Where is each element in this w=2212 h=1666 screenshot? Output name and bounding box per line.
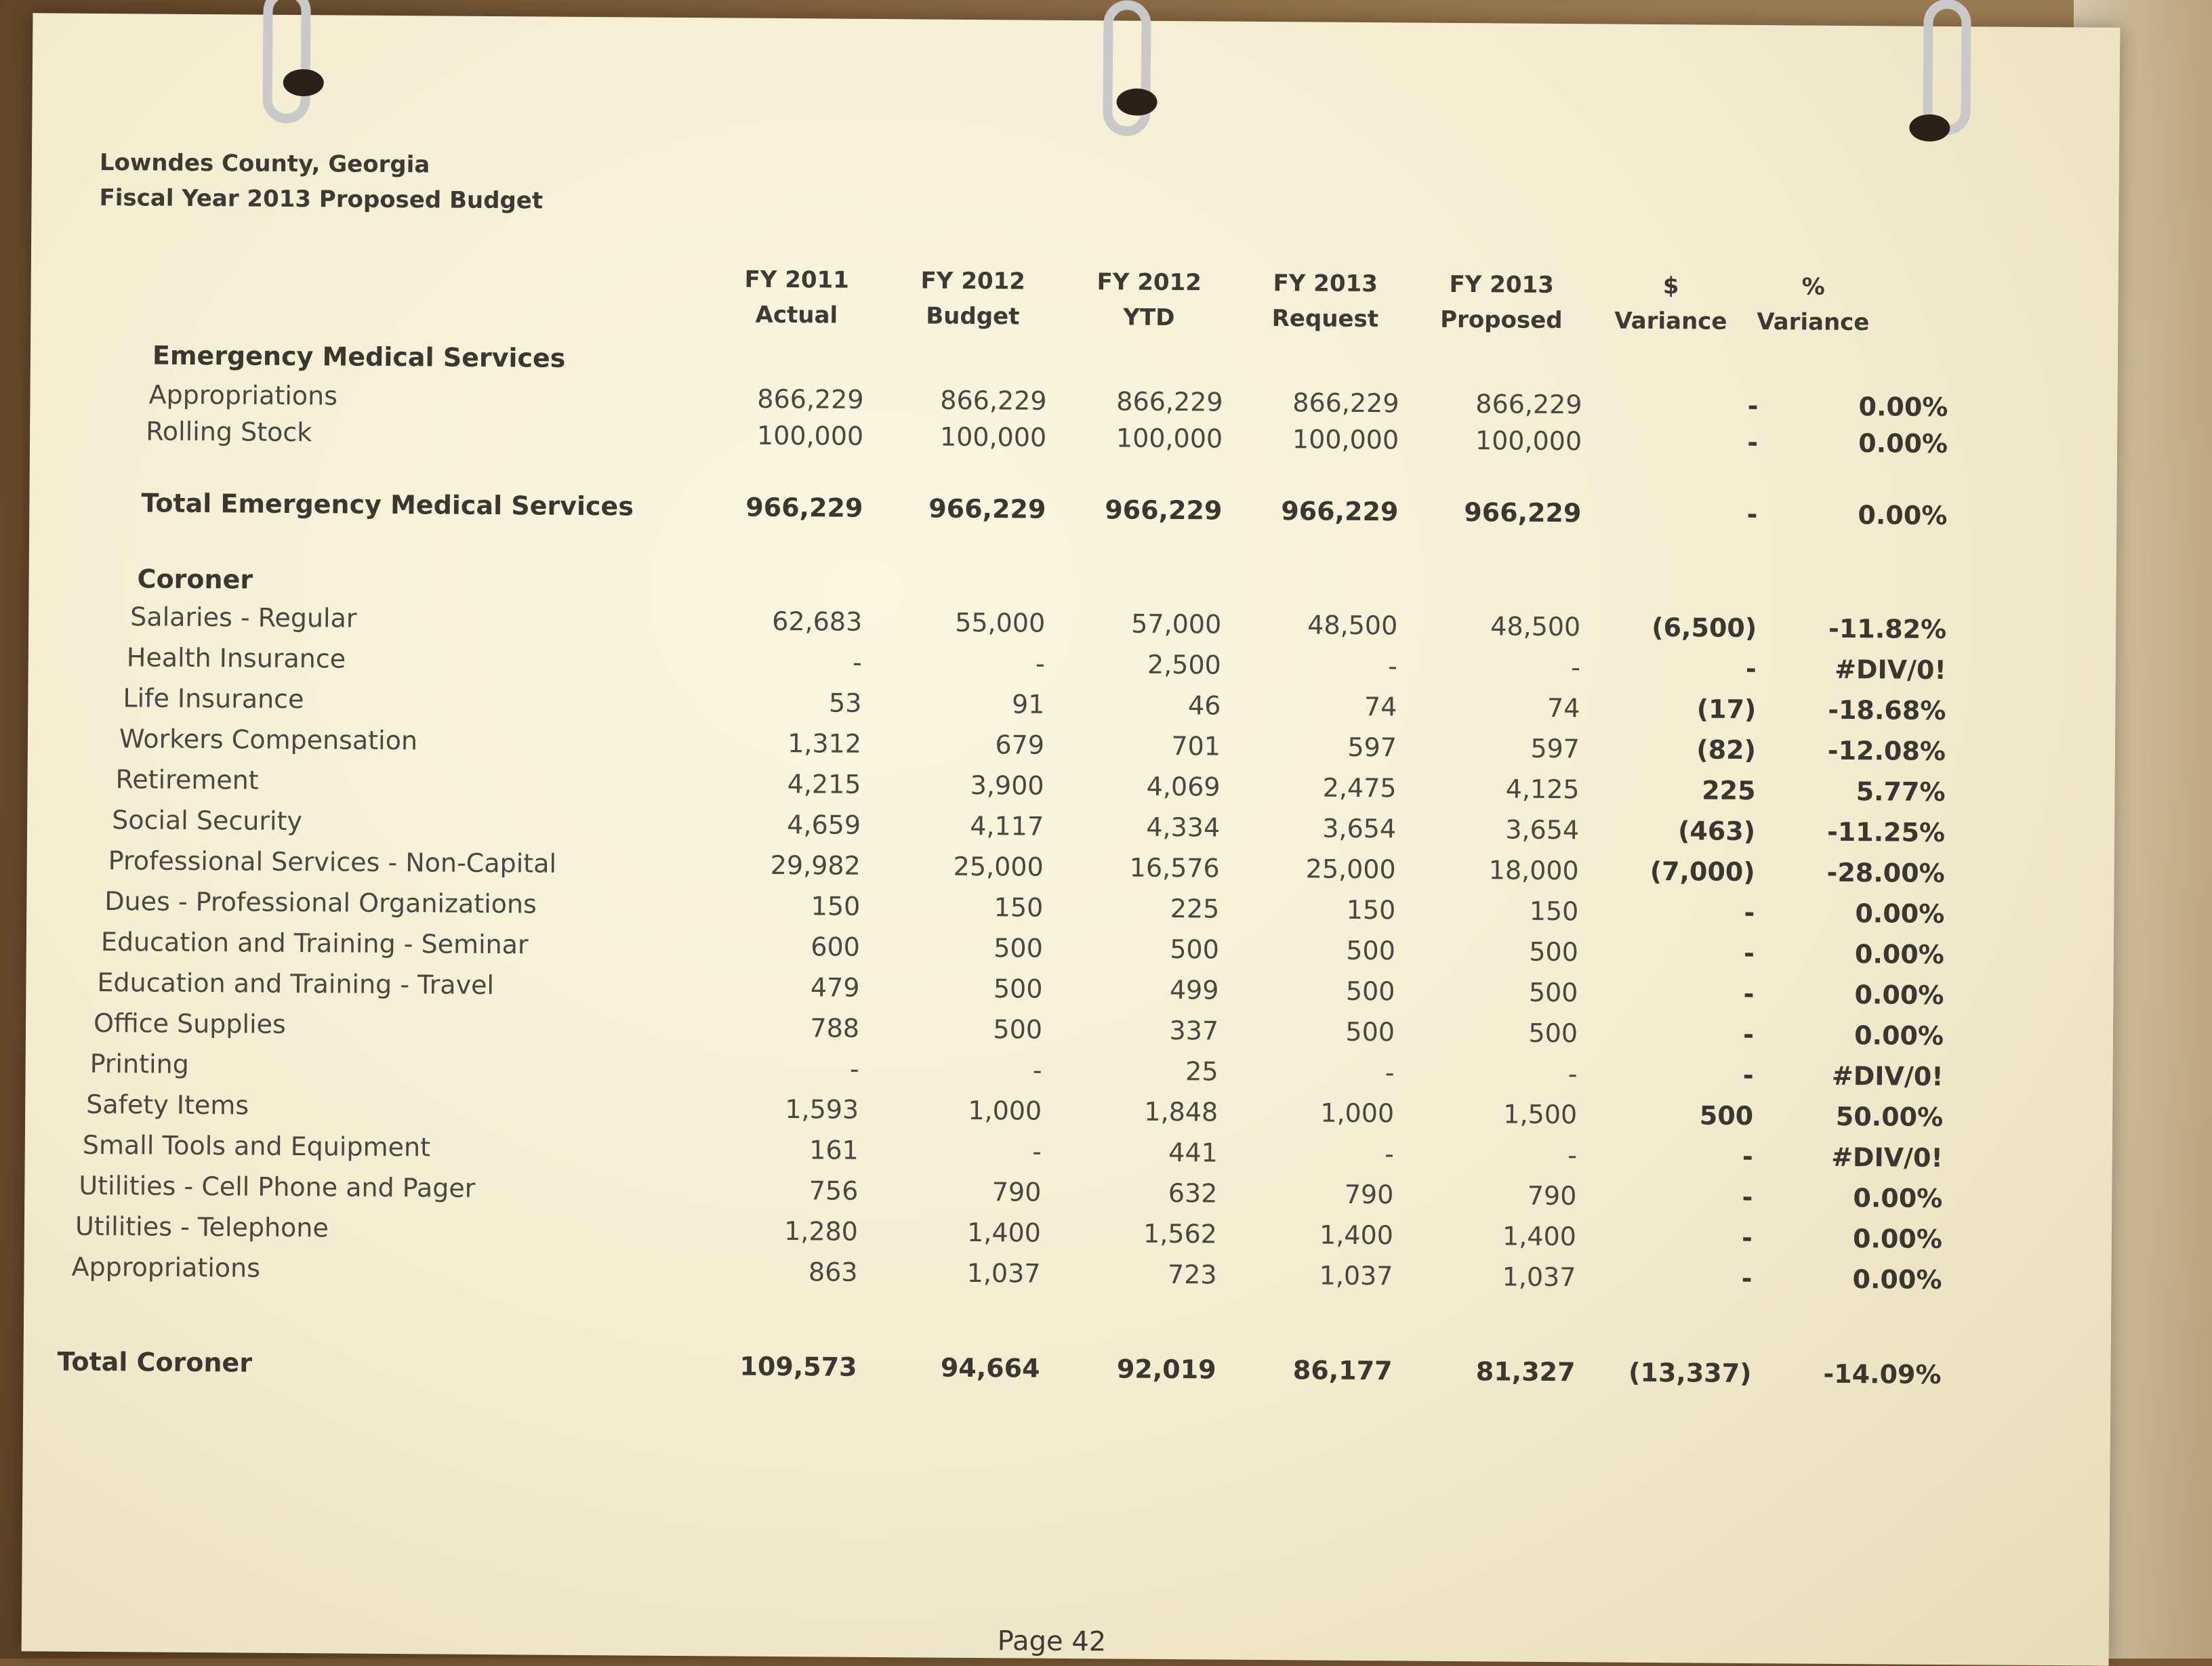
- row-value: 337: [1169, 1016, 1219, 1046]
- row-value: 1,000: [968, 1095, 1042, 1126]
- row-value: -14.09%: [1823, 1358, 1942, 1390]
- row-value: 29,982: [770, 850, 861, 881]
- row-value: 500: [1528, 1018, 1578, 1049]
- row-value: 1,848: [1144, 1096, 1218, 1127]
- row-value: 0.00%: [1854, 980, 1944, 1010]
- row-value: 1,593: [785, 1094, 859, 1125]
- row-value: 86,177: [1292, 1355, 1393, 1386]
- row-value: -11.82%: [1828, 613, 1947, 645]
- row-value: 3,900: [970, 770, 1044, 801]
- row-value: 100,000: [756, 420, 864, 451]
- row-label: Social Security: [112, 805, 303, 837]
- row-value: 0.00%: [1858, 428, 1948, 459]
- row-value: 1,037: [1502, 1262, 1576, 1293]
- row-value: 1,400: [966, 1217, 1042, 1248]
- row-value: 500: [1170, 934, 1220, 965]
- row-value: 5.77%: [1856, 776, 1946, 808]
- row-label: Office Supplies: [93, 1007, 286, 1039]
- row-value: 500: [1528, 977, 1578, 1008]
- row-value: 74: [1364, 692, 1397, 722]
- row-value: 100,000: [939, 421, 1047, 453]
- column-header-line2: YTD: [1123, 304, 1175, 332]
- total-row: [29, 487, 2116, 540]
- row-value: 74: [1547, 692, 1580, 724]
- row-value: 863: [808, 1257, 858, 1287]
- column-header: [1420, 267, 1583, 339]
- row-value: 500: [1699, 1100, 1754, 1131]
- row-value: -: [849, 1054, 859, 1084]
- binder-ring: [1103, 0, 1151, 136]
- column-header-line2: Request: [1271, 305, 1379, 333]
- row-value: 1,500: [1503, 1099, 1578, 1130]
- row-label: Printing: [89, 1048, 189, 1079]
- row-value: 0.00%: [1852, 1264, 1942, 1295]
- row-value: 48,500: [1307, 610, 1398, 641]
- row-value: -: [1385, 1058, 1395, 1088]
- row-value: -: [1747, 427, 1759, 458]
- row-value: 81,327: [1475, 1356, 1576, 1388]
- row-value: 1,280: [784, 1216, 859, 1247]
- row-value: 479: [810, 972, 860, 1003]
- row-value: -: [1747, 390, 1759, 421]
- row-value: 100,000: [1115, 423, 1223, 454]
- column-header: [1589, 268, 1753, 339]
- row-value: 597: [1347, 732, 1397, 763]
- row-value: -: [1035, 648, 1045, 679]
- column-header: [1067, 264, 1231, 336]
- row-value: (6,500): [1652, 612, 1757, 644]
- row-value: 100,000: [1475, 425, 1582, 457]
- row-value: 866,229: [757, 383, 864, 415]
- row-label: Utilities - Telephone: [75, 1211, 329, 1243]
- row-value: 866,229: [1292, 388, 1399, 419]
- row-value: (463): [1677, 816, 1756, 847]
- row-value: 723: [1167, 1259, 1217, 1290]
- row-value: -: [1743, 938, 1755, 969]
- row-value: 1,312: [787, 728, 862, 759]
- row-value: -: [1745, 653, 1757, 684]
- row-value: (82): [1696, 734, 1757, 766]
- row-value: -: [852, 647, 862, 678]
- row-value: 500: [1346, 935, 1396, 966]
- row-value: 756: [808, 1175, 859, 1206]
- row-value: 4,334: [1146, 812, 1221, 843]
- row-value: 150: [811, 891, 861, 921]
- row-value: -: [1744, 897, 1755, 928]
- row-value: -: [1567, 1140, 1577, 1171]
- section-heading: Emergency Medical Services: [152, 340, 566, 373]
- row-value: -: [1570, 652, 1580, 683]
- org-title: Lowndes County, Georgia: [99, 148, 430, 179]
- row-value: 225: [1170, 894, 1220, 924]
- row-value: 679: [995, 730, 1045, 760]
- row-value: 25,000: [1305, 854, 1396, 885]
- row-value: 0.00%: [1852, 1224, 1943, 1254]
- row-value: 790: [1527, 1180, 1577, 1211]
- row-label: Appropriations: [71, 1251, 261, 1283]
- row-value: -: [1387, 651, 1397, 682]
- page-number: Page 42: [997, 1625, 1107, 1658]
- row-label: Salaries - Regular: [130, 602, 357, 633]
- row-label: Retirement: [115, 764, 259, 795]
- row-value: 57,000: [1131, 608, 1222, 640]
- total-row: [23, 1346, 2110, 1399]
- punch-hole: [1909, 114, 1950, 142]
- row-value: -: [1032, 1055, 1042, 1085]
- row-value: 2,500: [1147, 649, 1221, 680]
- row-value: 94,664: [940, 1352, 1040, 1383]
- row-value: 1,400: [1502, 1221, 1577, 1252]
- row-label: Safety Items: [86, 1089, 249, 1121]
- row-value: 225: [1702, 775, 1756, 806]
- column-header-line1: %: [1801, 273, 1825, 301]
- row-value: 48,500: [1490, 611, 1581, 642]
- column-header: [715, 262, 878, 333]
- row-label: Appropriations: [148, 379, 338, 411]
- row-value: 16,576: [1129, 852, 1220, 883]
- row-value: 25,000: [953, 851, 1044, 882]
- row-value: -11.25%: [1826, 816, 1946, 848]
- row-value: 25: [1185, 1056, 1218, 1087]
- row-value: 4,215: [787, 769, 861, 799]
- row-value: 4,125: [1505, 774, 1580, 805]
- row-value: 161: [809, 1135, 859, 1165]
- row-value: 499: [1169, 975, 1219, 1005]
- row-value: 0.00%: [1855, 898, 1945, 930]
- row-value: 1,037: [966, 1257, 1041, 1289]
- column-header: [1244, 266, 1407, 337]
- section-heading: Coroner: [137, 564, 253, 595]
- row-value: 632: [1168, 1178, 1218, 1209]
- column-header-line1: FY 2012: [1097, 268, 1202, 297]
- row-value: #DIV/0!: [1831, 1060, 1944, 1091]
- row-value: -: [1568, 1059, 1578, 1089]
- row-value: 46: [1187, 690, 1221, 721]
- row-value: 0.00%: [1854, 1020, 1944, 1051]
- row-value: 53: [828, 688, 862, 718]
- column-header-line2: Budget: [926, 302, 1020, 331]
- row-value: 1,562: [1143, 1218, 1218, 1249]
- row-value: 866,229: [940, 385, 1047, 416]
- column-header-line1: FY 2013: [1273, 270, 1378, 298]
- row-label: Health Insurance: [126, 642, 346, 674]
- row-value: 790: [991, 1177, 1042, 1207]
- row-value: 500: [1345, 976, 1395, 1007]
- row-value: 50.00%: [1835, 1101, 1944, 1132]
- row-value: 966,229: [1464, 497, 1582, 528]
- row-value: 109,573: [739, 1351, 857, 1382]
- row-value: 0.00%: [1858, 392, 1948, 423]
- row-value: -: [1743, 978, 1755, 1009]
- row-value: #DIV/0!: [1831, 1142, 1943, 1173]
- row-value: 1,037: [1319, 1260, 1393, 1291]
- row-value: 4,069: [1146, 771, 1221, 802]
- column-header-line2: Variance: [1614, 307, 1727, 335]
- row-value: 0.00%: [1858, 500, 1948, 531]
- row-value: 866,229: [1475, 389, 1582, 420]
- row-value: 150: [1346, 894, 1396, 925]
- row-value: (13,337): [1628, 1357, 1752, 1389]
- row-label: Utilities - Cell Phone and Pager: [79, 1170, 476, 1203]
- row-value: -: [1741, 1263, 1753, 1294]
- row-label: Professional Services - Non-Capital: [108, 846, 557, 879]
- column-header-line1: FY 2011: [744, 266, 850, 294]
- row-value: 1,000: [1320, 1098, 1395, 1129]
- row-value: 966,229: [928, 493, 1046, 524]
- column-header: [1732, 269, 1895, 341]
- row-value: 100,000: [1292, 424, 1399, 455]
- row-value: 500: [1529, 936, 1579, 967]
- row-value: 2,475: [1322, 772, 1397, 804]
- row-value: 790: [1344, 1179, 1394, 1210]
- row-label: Dues - Professional Organizations: [104, 886, 537, 919]
- row-value: #DIV/0!: [1835, 654, 1946, 686]
- row-value: (17): [1696, 694, 1757, 725]
- row-value: 55,000: [955, 607, 1046, 638]
- column-header-line1: FY 2013: [1449, 270, 1555, 299]
- row-value: 91: [1011, 689, 1045, 720]
- row-value: 500: [993, 1014, 1043, 1045]
- column-header-line1: $: [1662, 272, 1679, 300]
- row-value: 500: [994, 933, 1044, 963]
- column-header-line2: Proposed: [1440, 306, 1563, 335]
- row-value: 3,654: [1505, 814, 1580, 846]
- row-label: Education and Training - Travel: [97, 967, 495, 1001]
- row-value: 18,000: [1488, 855, 1579, 886]
- binder-ring: [262, 0, 310, 123]
- budget-page: [22, 13, 2121, 1665]
- row-value: 0.00%: [1854, 939, 1944, 970]
- row-value: (7,000): [1650, 856, 1755, 888]
- row-value: 4,659: [787, 810, 861, 840]
- row-value: 866,229: [1116, 386, 1223, 417]
- row-value: -: [1742, 1182, 1753, 1213]
- row-label: Life Insurance: [123, 683, 304, 715]
- column-header-line2: Variance: [1757, 308, 1870, 337]
- row-value: 788: [810, 1013, 860, 1043]
- row-label: Total Coroner: [57, 1346, 253, 1378]
- row-value: 62,683: [772, 606, 863, 637]
- row-value: 597: [1530, 733, 1580, 764]
- row-label: Total Emergency Medical Services: [141, 488, 634, 522]
- row-value: 150: [994, 892, 1044, 923]
- row-label: Education and Training - Seminar: [100, 927, 529, 960]
- row-value: 0.00%: [1853, 1183, 1943, 1213]
- row-value: 500: [1345, 1016, 1395, 1047]
- row-value: 1,400: [1319, 1220, 1394, 1251]
- row-value: 150: [1529, 896, 1579, 927]
- row-value: -: [1742, 1060, 1754, 1091]
- row-value: 3,654: [1322, 813, 1397, 844]
- row-value: 4,117: [970, 810, 1044, 841]
- row-value: -: [1743, 1019, 1755, 1050]
- row-label: Rolling Stock: [146, 416, 312, 448]
- column-header: [891, 263, 1054, 335]
- row-value: 500: [993, 974, 1043, 1004]
- punch-hole: [1116, 88, 1157, 115]
- row-value: 600: [811, 932, 861, 962]
- row-value: 966,229: [745, 492, 863, 523]
- punch-hole: [283, 69, 324, 96]
- row-value: -28.00%: [1826, 857, 1945, 889]
- row-value: 441: [1168, 1138, 1218, 1168]
- row-label: Workers Compensation: [119, 724, 418, 756]
- row-label: Small Tools and Equipment: [82, 1129, 431, 1163]
- row-value: -: [1746, 499, 1758, 530]
- row-value: -: [1384, 1139, 1394, 1169]
- row-value: -12.08%: [1827, 735, 1946, 767]
- row-value: 966,229: [1281, 496, 1399, 527]
- row-value: 701: [1171, 731, 1221, 762]
- column-header-line1: FY 2012: [920, 267, 1026, 295]
- row-value: 92,019: [1116, 1354, 1216, 1385]
- row-value: -18.68%: [1828, 694, 1946, 726]
- budget-subtitle: Fiscal Year 2013 Proposed Budget: [99, 184, 544, 215]
- column-header-line2: Actual: [755, 301, 838, 329]
- row-value: -: [1742, 1141, 1753, 1172]
- row-value: -: [1741, 1222, 1753, 1253]
- row-value: 966,229: [1105, 495, 1223, 526]
- row-value: -: [1031, 1136, 1042, 1167]
